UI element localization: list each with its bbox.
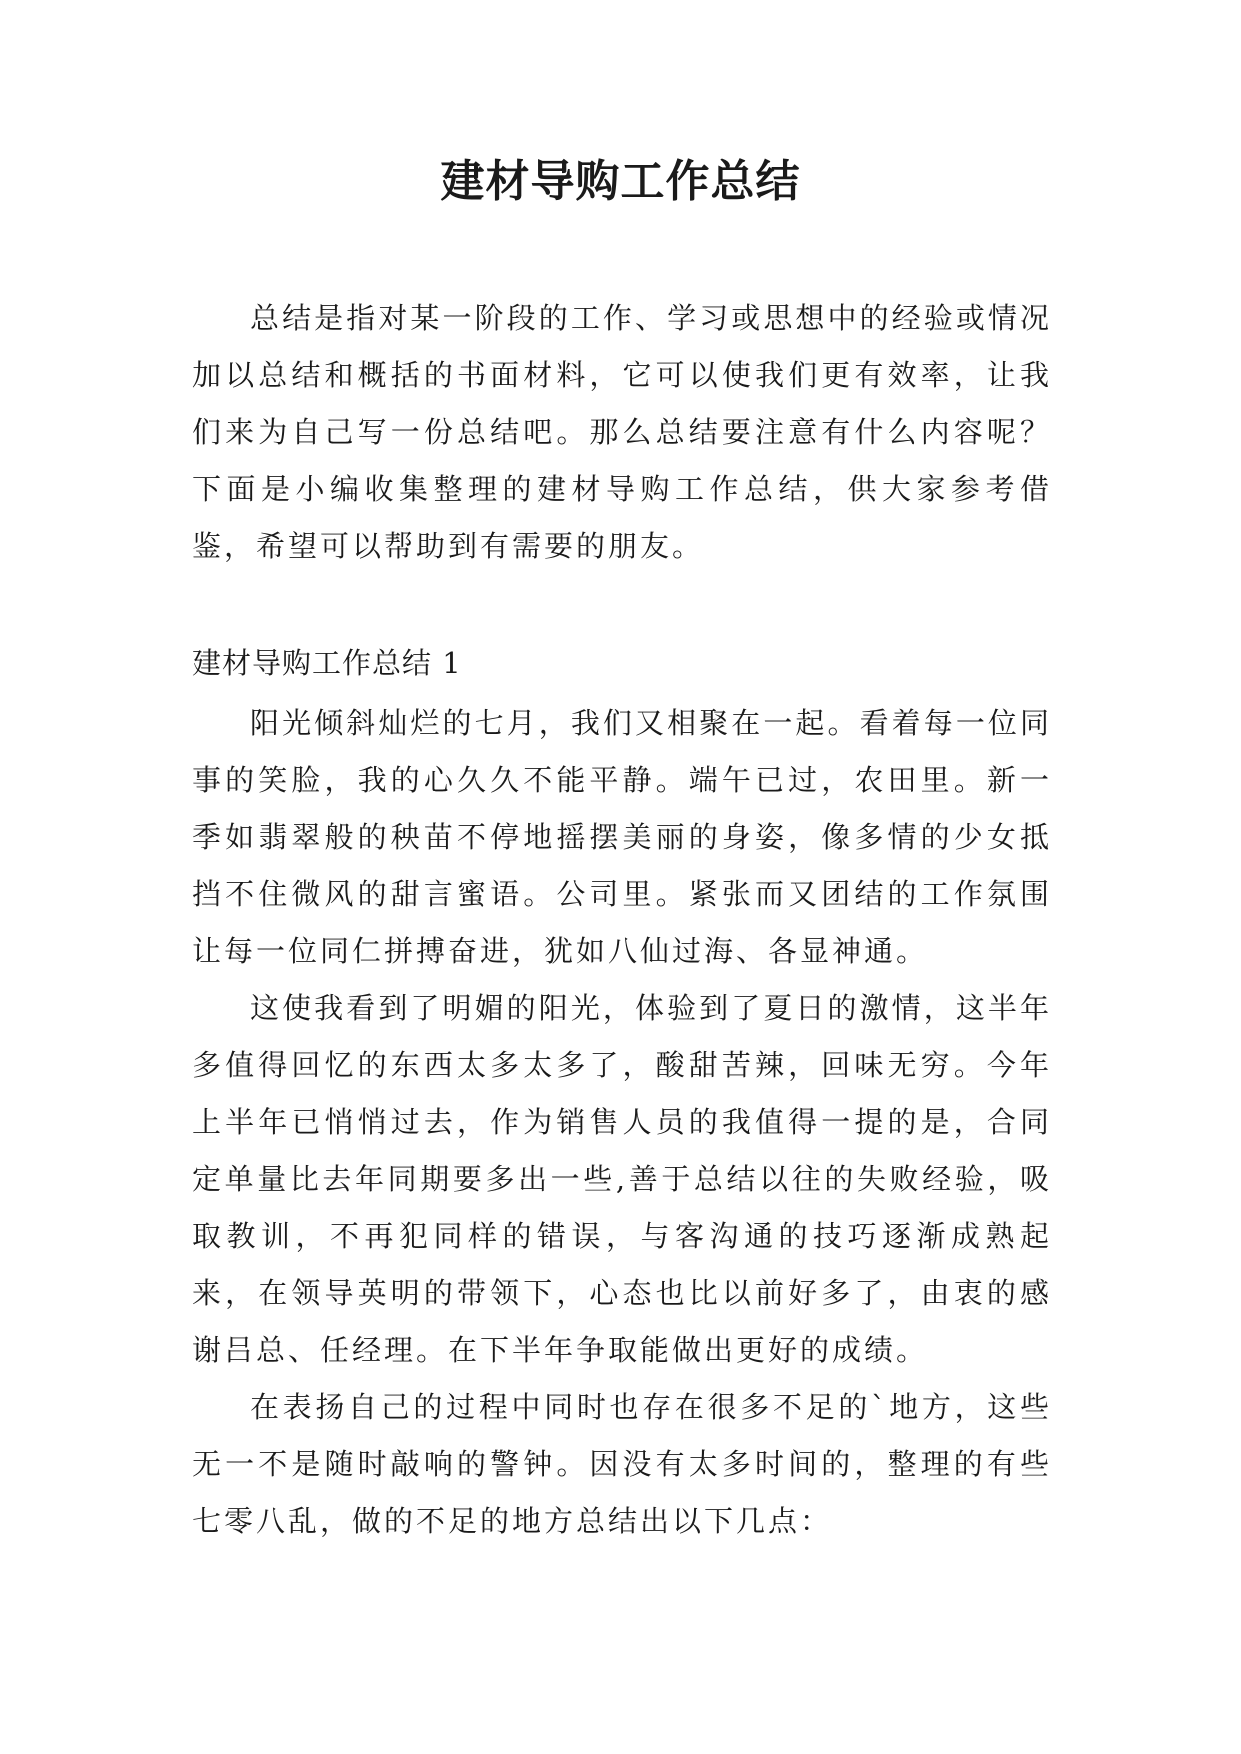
- body-paragraph-1: 阳光倾斜灿烂的七月，我们又相聚在一起。看着每一位同事的笑脸，我的心久久不能平静。端午已过，农田里。新一季如翡翠般的秧苗不停地摇摆美丽的身姿，像多情的少女抵挡不住微风的甜言蜜语。公司里。紧张而又团结的工作氛围让每一位同仁拼搏奋进，犹如八仙过海、各显神通。: [192, 706, 1052, 968]
- intro-section: [192, 290, 1052, 575]
- main-body: [192, 695, 1052, 1550]
- body-paragraph-3: 在表扬自己的过程中同时也存在很多不足的`地方，这些无一不是随时敲响的警钟。因没有太多时间的，整理的有些七零八乱，做的不足的地方总结出以下几点：: [192, 1390, 1052, 1538]
- section-heading: 建材导购工作总结 1: [192, 646, 462, 680]
- page-title: 建材导购工作总结: [440, 156, 801, 207]
- intro-paragraph: 总结是指对某一阶段的工作、学习或思想中的经验或情况加以总结和概括的书面材料，它可以使我们更有效率，让我们来为自己写一份总结吧。那么总结要注意有什么内容呢？下面是小编收集整理的建材导购工作总结，供大家参考借鉴，希望可以帮助到有需要的朋友。: [192, 301, 1052, 563]
- body-paragraph-2: 这使我看到了明媚的阳光，体验到了夏日的激情，这半年多值得回忆的东西太多太多了，酸甜苦辣，回味无穷。今年上半年已悄悄过去，作为销售人员的我值得一提的是，合同定单量比去年同期要多出一些,善于总结以往的失败经验，吸取教训，不再犯同样的错误，与客沟通的技巧逐渐成熟起来，在领导英明的带领下，心态也比以前好多了，由衷的感谢吕总、任经理。在下半年争取能做出更好的成绩。: [192, 991, 1052, 1367]
